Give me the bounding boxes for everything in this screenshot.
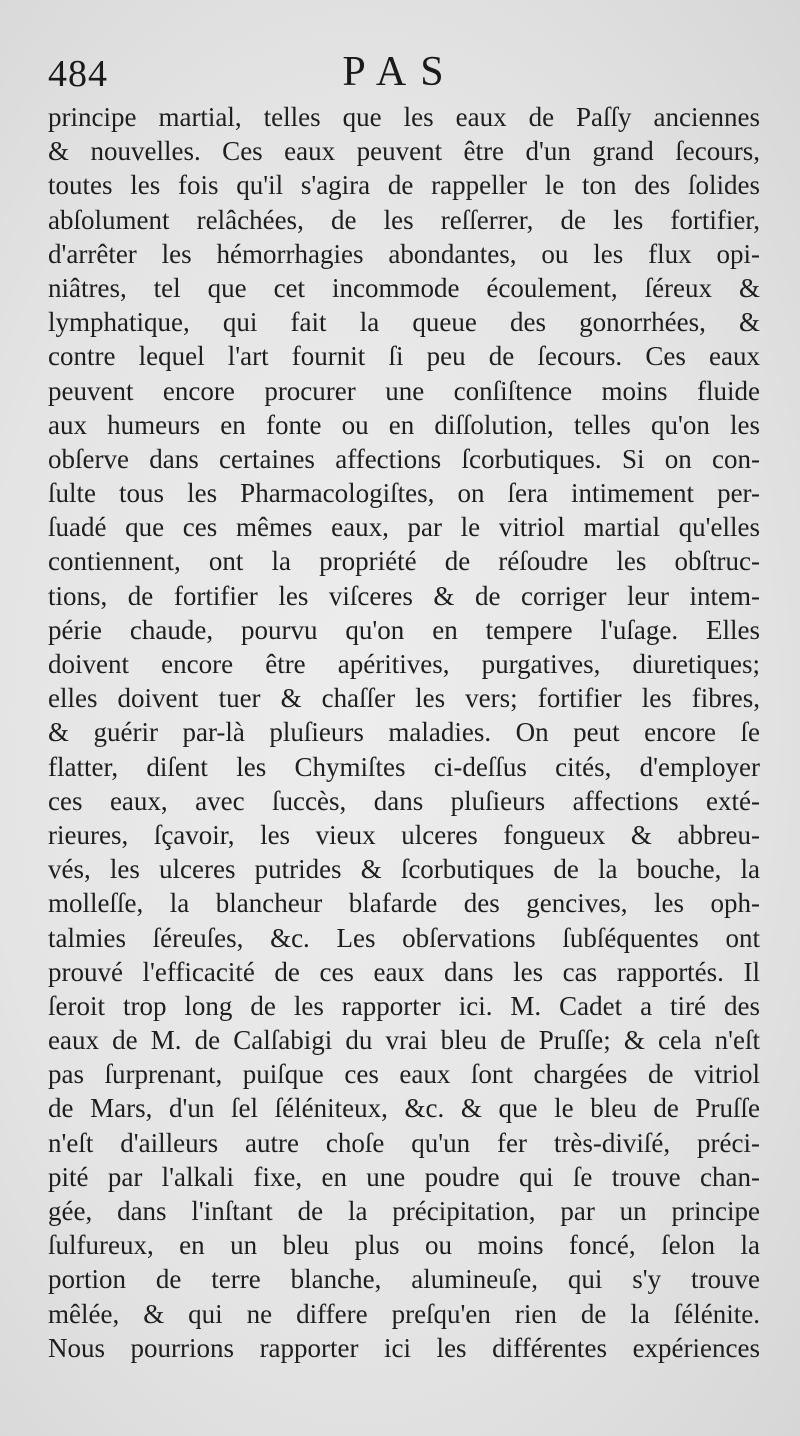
text-line: ſeroit trop long de les rapporter ici. M. Cadet a tiré des: [48, 990, 760, 1021]
text-line: doivent encore être apéritives, purgatives, diuretiques;: [48, 649, 760, 679]
text-line: peuvent encore procurer une conſiſtence moins fluide: [48, 375, 760, 406]
text-line: obſerve dans certaines affections ſcorbutiques. Si on con-: [48, 443, 760, 474]
text-line: toutes les fois qu'il s'agira de rappeller le ton des ſolides: [48, 170, 760, 201]
text-line: & guérir par-là pluſieurs maladies. On peut encore ſe: [48, 717, 760, 748]
text-line: tions, de fortifier les viſceres & de corriger leur intem-: [48, 580, 760, 611]
text-line: abſolument relâchées, de les reſſerrer, de les fortifier,: [48, 204, 760, 235]
text-line: d'arrêter les hémorrhagies abondantes, ou les flux opi-: [48, 238, 760, 269]
text-line: pas ſurprenant, puiſque ces eaux ſont chargées de vitriol: [48, 1059, 760, 1090]
text-line: flatter, diſent les Chymiſtes ci-deſſus cités, d'employer: [48, 751, 760, 782]
body-text: [48, 100, 760, 1365]
text-line: vés, les ulceres putrides & ſcorbutiques de la bouche, la: [48, 854, 760, 885]
text-line: n'eſt d'ailleurs autre choſe qu'un fer très-diviſé, préci-: [48, 1127, 760, 1158]
text-line: molleſſe, la blancheur blafarde des gencives, les oph-: [48, 888, 760, 919]
text-line: ſulte tous les Pharmacologiſtes, on ſera intimement per-: [48, 478, 760, 509]
text-line: rieures, ſçavoir, les vieux ulceres fongueux & abbreu-: [48, 819, 760, 850]
text-line: ces eaux, avec ſuccès, dans pluſieurs affections exté-: [48, 785, 760, 816]
text-line: mêlée, & qui ne differe preſqu'en rien de la ſélénite.: [48, 1298, 760, 1329]
text-line: portion de terre blanche, alumineuſe, qui s'y trouve: [48, 1264, 760, 1295]
page-header: [0, 48, 800, 108]
text-line: ſulfureux, en un bleu plus ou moins foncé, ſelon la: [48, 1230, 760, 1261]
text-line: ſuadé que ces mêmes eaux, par le vitriol martial qu'elles: [48, 512, 760, 543]
text-line: gée, dans l'inſtant de la précipitation, par un principe: [48, 1196, 760, 1226]
text-line: aux humeurs en fonte ou en diſſolution, telles qu'on les: [48, 409, 760, 440]
text-line: pité par l'alkali fixe, en une poudre qui ſe trouve chan-: [48, 1161, 760, 1192]
text-line: elles doivent tuer & chaſſer les vers; fortifier les fibres,: [48, 683, 760, 714]
text-line: de Mars, d'un ſel ſéléniteux, &c. & que le bleu de Pruſſe: [48, 1093, 760, 1124]
text-line: contiennent, ont la propriété de réſoudre les obſtruc-: [48, 546, 760, 577]
text-line: contre lequel l'art fournit ſi peu de ſecours. Ces eaux: [48, 341, 760, 372]
text-line: lymphatique, qui fait la queue des gonorrhées, &: [48, 307, 760, 338]
running-head: PAS: [342, 49, 458, 95]
text-line: Nous pourrions rapporter ici les différentes expériences: [48, 1332, 760, 1363]
text-line: prouvé l'efficacité de ces eaux dans les cas rapportés. Il: [48, 956, 760, 987]
text-line: niâtres, tel que cet incommode écoulement, ſéreux &: [48, 272, 760, 303]
text-line: & nouvelles. Ces eaux peuvent être d'un grand ſecours,: [48, 136, 760, 167]
page-number: 484: [48, 53, 108, 95]
text-line: talmies ſéreuſes, &c. Les obſervations ſubſéquentes ont: [48, 922, 760, 953]
text-line: périe chaude, pourvu qu'on en tempere l'uſage. Elles: [48, 614, 760, 645]
text-line: eaux de M. de Calſabigi du vrai bleu de Pruſſe; & cela n'eſt: [48, 1025, 760, 1056]
text-line: principe martial, telles que les eaux de Paſſy anciennes: [48, 102, 760, 132]
